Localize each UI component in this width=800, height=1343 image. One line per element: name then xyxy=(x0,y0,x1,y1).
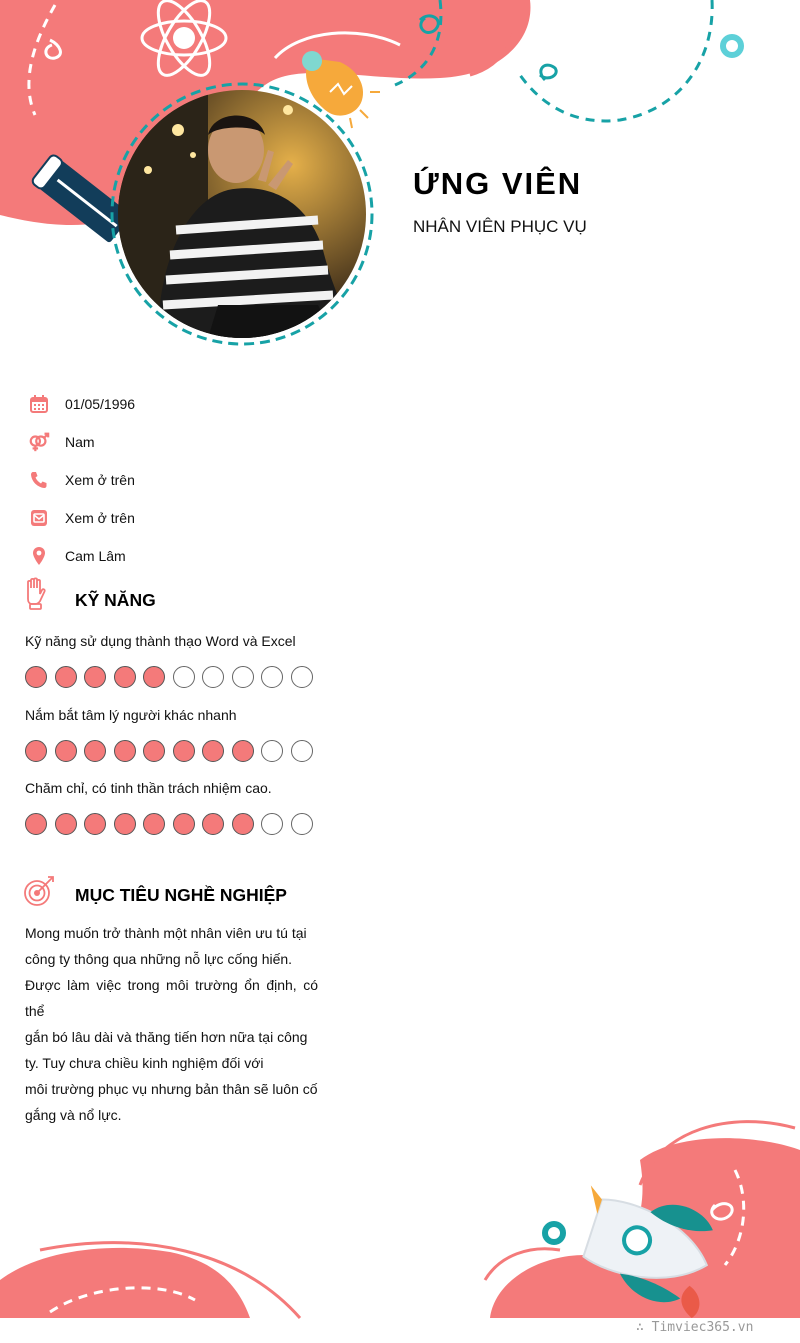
skill-rating xyxy=(25,740,325,762)
goal-line: Được làm việc trong môi trường ổn định, có thể xyxy=(25,977,318,1019)
skill-item xyxy=(25,631,325,705)
rating-dot-empty xyxy=(261,666,283,688)
avatar-frame xyxy=(108,80,376,348)
rating-dot-filled xyxy=(202,740,224,762)
info-row-email xyxy=(28,499,328,537)
career-goal-section-title: MỤC TIÊU NGHỀ NGHIỆP xyxy=(75,885,287,905)
candidate-position: NHÂN VIÊN PHỤC VỤ xyxy=(413,217,587,236)
info-row-birthdate xyxy=(28,385,328,423)
skill-name: Nắm bắt tâm lý người khác nhanh xyxy=(25,706,237,723)
goal-line: môi trường phục vụ nhưng bản thân sẽ luôn cố xyxy=(25,1081,318,1097)
skill-rating xyxy=(25,813,325,835)
skill-item xyxy=(25,778,325,852)
rating-dot-filled xyxy=(232,740,254,762)
info-row-gender xyxy=(28,423,328,461)
phone-text: Xem ở trên xyxy=(65,472,135,488)
skills-section-title: KỸ NĂNG xyxy=(75,590,156,610)
goal-line: gắn bó lâu dài và thăng tiến hơn nữa tại công xyxy=(25,1029,308,1045)
avatar xyxy=(118,90,366,338)
goal-line: Mong muốn trở thành một nhân viên ưu tú tại xyxy=(25,925,307,941)
goal-line: gắng và nổ lực. xyxy=(25,1107,122,1123)
rating-dot-filled xyxy=(25,666,47,688)
skill-name: Kỹ năng sử dụng thành thạo Word và Excel xyxy=(25,633,296,649)
rating-dot-filled xyxy=(143,740,165,762)
rating-dot-empty xyxy=(261,740,283,762)
rating-dot-empty xyxy=(173,666,195,688)
email-icon xyxy=(28,507,50,529)
candidate-name: ỨNG VIÊN xyxy=(413,166,583,201)
hand-icon xyxy=(22,577,56,611)
rating-dot-filled xyxy=(114,740,136,762)
rating-dot-filled xyxy=(25,740,47,762)
calendar-icon xyxy=(28,393,50,415)
rating-dot-filled xyxy=(232,813,254,835)
skill-rating xyxy=(25,666,325,688)
phone-icon xyxy=(28,469,50,491)
goal-line: ty. Tuy chưa chiều kinh nghiệm đối với xyxy=(25,1055,264,1071)
career-goal-text xyxy=(25,920,318,1128)
rating-dot-filled xyxy=(114,813,136,835)
target-icon xyxy=(22,874,56,908)
rating-dot-empty xyxy=(202,666,224,688)
rating-dot-filled xyxy=(173,740,195,762)
address-text: Cam Lâm xyxy=(65,548,126,564)
rating-dot-empty xyxy=(291,740,313,762)
rating-dot-empty xyxy=(291,813,313,835)
rating-dot-filled xyxy=(143,666,165,688)
watermark: ∴ Timviec365.vn xyxy=(636,1320,754,1335)
rating-dot-filled xyxy=(143,813,165,835)
rating-dot-filled xyxy=(202,813,224,835)
rating-dot-empty xyxy=(261,813,283,835)
avatar-photo-illustration xyxy=(118,90,366,338)
personal-info-list xyxy=(28,385,328,575)
rating-dot-filled xyxy=(84,666,106,688)
rating-dot-filled xyxy=(55,813,77,835)
info-row-address xyxy=(28,537,328,575)
rating-dot-filled xyxy=(114,666,136,688)
rating-dot-empty xyxy=(291,666,313,688)
skill-name: Chăm chỉ, có tinh thần trách nhiệm cao. xyxy=(25,780,272,796)
skills-list xyxy=(25,631,325,852)
rating-dot-filled xyxy=(84,740,106,762)
email-text: Xem ở trên xyxy=(65,510,135,526)
rating-dot-empty xyxy=(232,666,254,688)
rating-dot-filled xyxy=(25,813,47,835)
goal-line: công ty thông qua những nỗ lực cống hiến. xyxy=(25,951,293,967)
location-pin-icon xyxy=(28,545,50,567)
rating-dot-filled xyxy=(173,813,195,835)
rating-dot-filled xyxy=(55,740,77,762)
gender-text: Nam xyxy=(65,434,95,450)
birthdate-text: 01/05/1996 xyxy=(65,396,136,412)
info-row-phone xyxy=(28,461,328,499)
rating-dot-filled xyxy=(84,813,106,835)
gender-icon xyxy=(28,431,50,453)
rating-dot-filled xyxy=(55,666,77,688)
skill-item xyxy=(25,705,325,779)
